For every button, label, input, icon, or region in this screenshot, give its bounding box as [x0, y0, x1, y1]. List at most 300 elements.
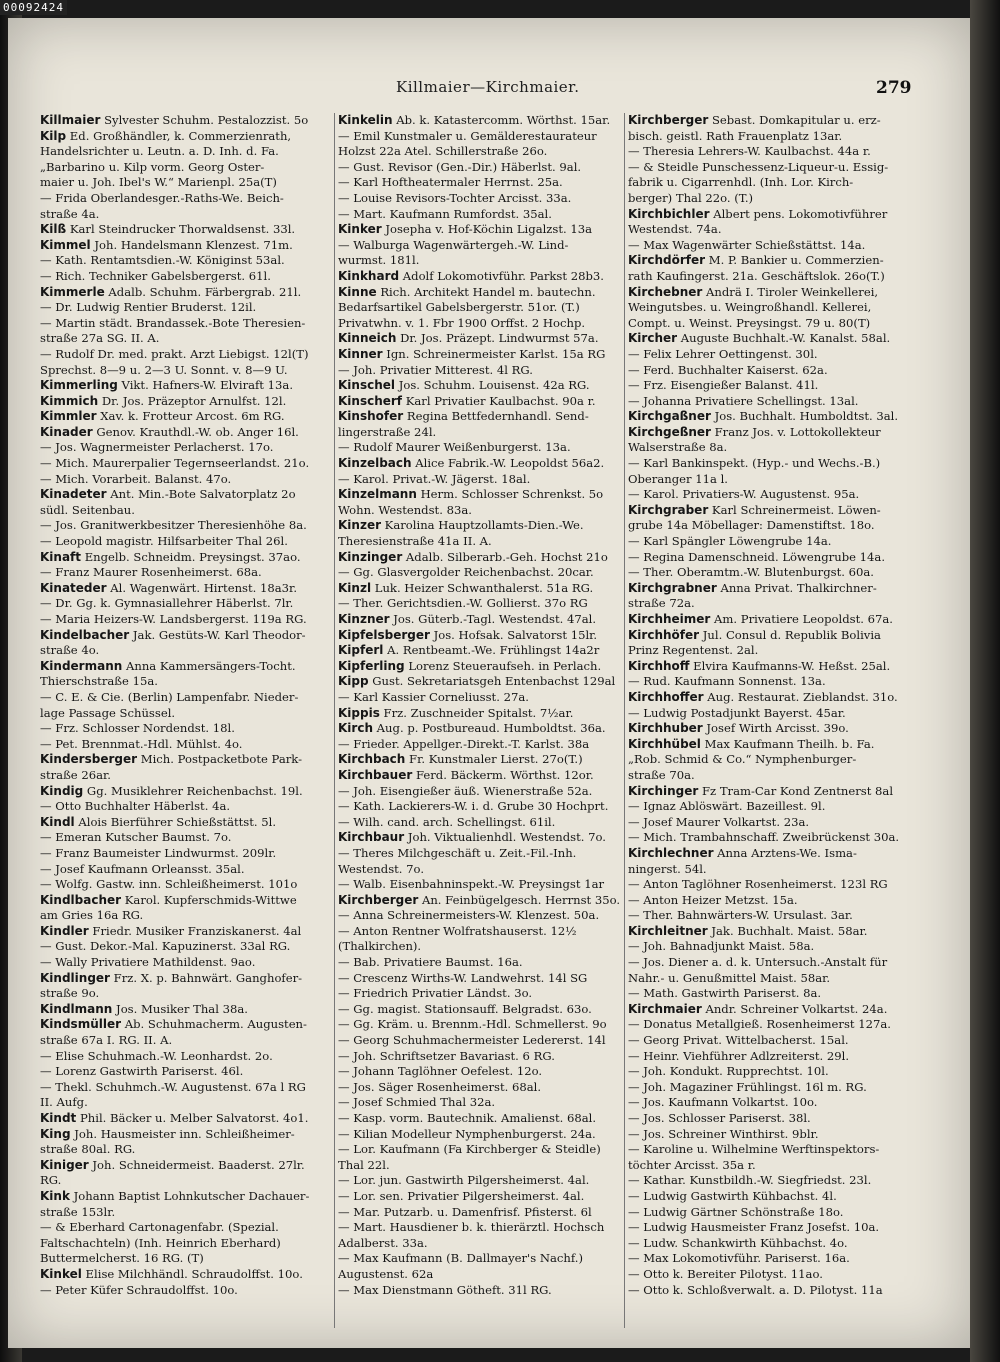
directory-entry [628, 830, 926, 846]
directory-entry [338, 612, 634, 628]
directory-entry [338, 1251, 634, 1267]
entry-text: — Karl Spängler Löwengrube 14a. [628, 534, 832, 549]
directory-entry [628, 659, 926, 675]
directory-entry [628, 737, 926, 753]
entry-text: — Bab. Privatiere Baumst. 16a. [338, 955, 523, 970]
entry-text: Aug. p. Postbureaud. Humboldtst. 36a. [373, 721, 606, 736]
directory-entry [338, 737, 634, 753]
entry-text: — Rudolf Dr. med. prakt. Arzt Liebigst. 12l(T) [40, 346, 309, 361]
scan-id-stamp: 00092424 [0, 0, 67, 15]
entry-surname: Kinaft [40, 549, 82, 564]
entry-surname: Kindt [40, 1111, 77, 1125]
entry-surname: Kinneich [338, 331, 397, 346]
entry-text: Handelsrichter u. Leutn. a. D. Inh. d. Fa. [40, 144, 279, 159]
entry-text: Jak. Buchhalt. Maist. 58ar. [707, 923, 868, 938]
entry-text: — Rich. Techniker Gabelsbergerst. 61l. [40, 268, 271, 283]
entry-text: Rich. Architekt Handel m. bautechn. [376, 284, 596, 299]
entry-surname: Kirchhuber [628, 721, 703, 736]
directory-entry [628, 1064, 926, 1080]
directory-entry [628, 939, 926, 955]
entry-surname: Kirchhoff [628, 658, 690, 673]
entry-text: berger) Thal 22o. (T.) [628, 190, 754, 205]
entry-text: Anna Privat. Thalkirchner- [716, 580, 877, 595]
directory-entry [338, 503, 634, 519]
directory-entry [40, 191, 336, 207]
entry-text: — Anton Taglöhner Rosenheimerst. 123l RG [628, 877, 888, 892]
entry-surname: Kirch [338, 721, 373, 736]
entry-text: Mich. Postpacketbote Park- [137, 752, 303, 767]
entry-text: — Elise Schuhmach.-W. Leonhardst. 2o. [40, 1048, 273, 1063]
directory-entry [40, 674, 336, 690]
directory-entry [338, 877, 634, 893]
entry-text: — Jos. Wagnermeister Perlacherst. 17o. [40, 440, 274, 455]
entry-text: — Frida Oberlandesger.-Raths-We. Beich- [40, 190, 284, 205]
directory-entry [40, 768, 336, 784]
entry-text: — Jos. Kaufmann Volkartst. 10o. [628, 1095, 818, 1110]
directory-entry [628, 581, 926, 597]
directory-entry [40, 1095, 336, 1111]
entry-text: — Friedrich Privatier Ländst. 3o. [338, 986, 533, 1001]
directory-entry [40, 1017, 336, 1033]
entry-surname: Kindlbacher [40, 892, 122, 907]
entry-text: — Mar. Putzarb. u. Damenfrisf. Pfisterst. 6l [338, 1204, 592, 1219]
directory-entry [40, 862, 336, 878]
entry-text: Lorenz Steueraufseh. in Perlach. [404, 658, 602, 673]
entry-text: — Joh. Privatier Mitterest. 4l RG. [338, 362, 533, 377]
directory-entry [40, 409, 336, 425]
directory-entry [338, 1173, 634, 1189]
entry-text: — Kathar. Kunstbildh.-W. Siegfriedst. 23l. [628, 1173, 872, 1188]
entry-surname: Kirchdörfer [628, 253, 706, 268]
entry-text: Anna Arztens-We. Isma- [713, 845, 857, 860]
directory-entry [628, 1220, 926, 1236]
entry-text: Adalb. Schuhm. Färbergrab. 21l. [104, 284, 302, 299]
entry-text: Aug. Restaurat. Zieblandst. 31o. [703, 689, 898, 704]
entry-text: — Frz. Eisengießer Balanst. 41l. [628, 378, 819, 393]
entry-text: — Math. Gastwirth Pariserst. 8a. [628, 986, 822, 1001]
entry-text: (Thalkirchen). [338, 939, 422, 954]
directory-entry [40, 1142, 336, 1158]
entry-text: — Georg Schuhmachermeister Ledererst. 14l [338, 1033, 606, 1048]
entry-text: Herm. Schlosser Schrenkst. 5o [416, 487, 604, 502]
entry-text: — Martin städt. Brandassek.-Bote Theresien- [40, 315, 306, 330]
entry-text: töchter Arcisst. 35a r. [628, 1157, 756, 1172]
entry-text: Jos. Hofsak. Salvatorst 15lr. [429, 627, 598, 642]
directory-entry [338, 690, 634, 706]
directory-entry [628, 347, 926, 363]
entry-text: Karl Privatier Kaulbachst. 90a r. [402, 393, 596, 408]
directory-entry [40, 1127, 336, 1143]
directory-entry [628, 690, 926, 706]
entry-surname: Kinscherf [338, 393, 403, 408]
entry-text: Frz. X. p. Bahnwärt. Ganghofer- [109, 970, 303, 985]
directory-entry [338, 721, 634, 737]
entry-surname: Kirchgrabner [628, 580, 717, 595]
directory-entry [338, 628, 634, 644]
entry-text: lage Passage Schüssel. [40, 705, 176, 720]
entry-text: straße 9o. [40, 986, 100, 1001]
entry-text: — Franz Baumeister Lindwurmst. 209lr. [40, 845, 277, 860]
entry-text: — Felix Lehrer Oettingenst. 30l. [628, 346, 818, 361]
entry-surname: Kinzinger [338, 549, 403, 564]
directory-entry [40, 908, 336, 924]
directory-entry [40, 706, 336, 722]
entry-text: — Thekl. Schuhmch.-W. Augustenst. 67a l RG [40, 1079, 306, 1094]
entry-text: — Max Dienstmann Götheft. 31l RG. [338, 1282, 552, 1297]
entry-text: Genov. Krauthdl.-W. ob. Anger 16l. [92, 424, 299, 439]
entry-text: — Jos. Schlosser Pariserst. 38l. [628, 1111, 811, 1125]
directory-entry [628, 706, 926, 722]
entry-text: — Joh. Eisengießer äuß. Wienerstraße 52a. [338, 783, 593, 798]
entry-surname: Kinkel [40, 1266, 82, 1281]
directory-entry [40, 238, 336, 254]
entry-text: Fr. Kunstmaler Lierst. 27o(T.) [405, 752, 583, 767]
directory-entry [338, 1142, 634, 1158]
directory-entry [338, 1267, 634, 1283]
entry-surname: Kirchbichler [628, 206, 710, 221]
entry-text: — Joh. Schriftsetzer Bavariast. 6 RG. [338, 1048, 555, 1063]
entry-text: Karl Schreinermeist. Löwen- [708, 502, 881, 517]
entry-text: — Crescenz Wirths-W. Landwehrst. 14l SG [338, 970, 588, 985]
entry-surname: Kirchmaier [628, 1001, 702, 1016]
entry-text: Adalb. Silberarb.-Geh. Hochst 21o [402, 549, 608, 564]
directory-entry [40, 721, 336, 737]
entry-text: Joh. Hausmeister inn. Schleißheimer- [70, 1126, 295, 1141]
entry-text: — Wilh. cand. arch. Schellingst. 61il. [338, 814, 556, 829]
directory-entry [338, 144, 634, 160]
entry-surname: Kipferl [338, 643, 384, 658]
directory-entry [40, 1283, 336, 1299]
entry-text: Frz. Zuschneider Spitalst. 7½ar. [379, 705, 574, 720]
directory-entry [628, 1173, 926, 1189]
directory-entry [338, 846, 634, 862]
entry-text: Joh. Handelsmann Klenzest. 71m. [90, 237, 293, 252]
entry-surname: Kirchhöfer [628, 627, 700, 642]
directory-entry [338, 113, 634, 129]
entry-text: M. P. Bankier u. Commerzien- [705, 253, 884, 268]
entry-text: straße 4o. [40, 643, 100, 658]
entry-text: — Karl Hoftheatermaler Herrnst. 25a. [338, 175, 563, 190]
entry-text: — Ther. Oberamtm.-W. Blutenburgst. 60a. [628, 565, 874, 580]
entry-text: Josepha v. Hof-Köchin Ligalzst. 13a [381, 222, 593, 237]
directory-entry [40, 1049, 336, 1065]
entry-surname: Kindsmüller [40, 1017, 122, 1032]
directory-entry [628, 565, 926, 581]
entry-text: — Ludwig Gärtner Schönstraße 18o. [628, 1204, 844, 1219]
directory-entry [338, 331, 634, 347]
entry-text: Johann Baptist Lohnkutscher Dachauer- [69, 1188, 310, 1203]
entry-text: Elvira Kaufmanns-W. Heßst. 25al. [689, 658, 891, 673]
entry-text: Nahr.- u. Genußmittel Maist. 58ar. [628, 970, 831, 985]
entry-text: — Jos. Säger Rosenheimerst. 68al. [338, 1079, 542, 1094]
entry-surname: Kimmerling [40, 378, 118, 393]
entry-text: Vikt. Hafners-W. Elviraft 13a. [117, 378, 294, 393]
directory-entry [628, 986, 926, 1002]
entry-text: Albert pens. Lokomotivführer [709, 206, 888, 221]
directory-entry [338, 565, 634, 581]
entry-text: — Ferd. Buchhalter Kaiserst. 62a. [628, 362, 828, 377]
entry-text: Thierschstraße 15a. [40, 674, 158, 689]
entry-text: — Rudolf Maurer Weißenburgerst. 13a. [338, 440, 571, 455]
directory-entry [40, 160, 336, 176]
directory-entry [628, 456, 926, 472]
directory-entry [40, 285, 336, 301]
directory-entry [40, 394, 336, 410]
entry-text: Auguste Buchhalt.-W. Kanalst. 58al. [677, 331, 891, 346]
directory-entry [338, 222, 634, 238]
directory-entry [338, 1189, 634, 1205]
entry-text: — Anton Rentner Wolfratshauserst. 12½ [338, 923, 577, 938]
entry-text: Josef Wirth Arcisst. 39o. [702, 721, 849, 736]
entry-text: — Wolfg. Gastw. inn. Schleißheimerst. 101o [40, 877, 298, 892]
column-2 [338, 113, 634, 1298]
directory-entry [338, 1064, 634, 1080]
directory-entry [40, 1173, 336, 1189]
directory-entry [40, 363, 336, 379]
entry-text: Karol. Kupferschmids-Wittwe [121, 892, 297, 907]
entry-surname: Kirchhübel [628, 736, 701, 751]
entry-surname: Kinader [40, 424, 93, 439]
entry-text: — Karl Bankinspekt. (Hyp.- und Wechs.-B.) [628, 456, 881, 471]
page-header: Killmaier—Kirchmaier. [396, 78, 580, 96]
entry-text: Thal 22l. [338, 1157, 390, 1172]
directory-entry [40, 269, 336, 285]
entry-surname: Kipferling [338, 658, 405, 673]
entry-text: Prinz Regentenst. 2al. [628, 643, 759, 658]
directory-entry [628, 191, 926, 207]
entry-text: Buttermelcherst. 16 RG. (T) [40, 1251, 204, 1266]
directory-entry [338, 815, 634, 831]
directory-entry [40, 253, 336, 269]
entry-surname: Kimmel [40, 237, 91, 252]
entry-text: Privatwhn. v. 1. Fbr 1900 Orffst. 2 Hochp. [338, 315, 586, 330]
entry-text: — Jos. Granitwerkbesitzer Theresienhöhe 8a. [40, 518, 307, 533]
directory-entry [338, 1127, 634, 1143]
directory-entry [628, 285, 926, 301]
column-divider [624, 113, 625, 1328]
scan-right-edge [970, 0, 1000, 1362]
directory-entry [40, 939, 336, 955]
entry-text: Jos. Schuhm. Louisenst. 42a RG. [395, 378, 590, 393]
directory-entry [40, 129, 336, 145]
entry-text: — Johanna Privatiere Schellingst. 13al. [628, 393, 859, 408]
entry-surname: Kinshofer [338, 409, 404, 424]
directory-entry [628, 222, 926, 238]
directory-entry [338, 1236, 634, 1252]
directory-entry [40, 581, 336, 597]
directory-entry [40, 799, 336, 815]
entry-text: — Gg. magist. Stationsauff. Belgradst. 63o. [338, 1001, 592, 1016]
entry-text: — & Eberhard Cartonagenfabr. (Spezial. [40, 1220, 279, 1235]
directory-entry [628, 160, 926, 176]
entry-text: — Lor. jun. Gastwirth Pilgersheimerst. 4al. [338, 1173, 590, 1188]
entry-text: — Frieder. Appellger.-Direkt.-T. Karlst. 38a [338, 736, 590, 751]
entry-text: Ab. k. Katastercomm. Wörthst. 15ar. [392, 113, 611, 127]
entry-text: — Ludwig Hausmeister Franz Josefst. 10a. [628, 1220, 880, 1235]
directory-entry [40, 596, 336, 612]
entry-text: — Josef Maurer Volkartst. 23a. [628, 814, 810, 829]
entry-text: — C. E. & Cie. (Berlin) Lampenfabr. Nieder- [40, 689, 299, 704]
entry-text: — Donatus Metallgieß. Rosenheimerst 127a. [628, 1017, 891, 1032]
entry-text: — Karol. Privat.-W. Jägerst. 18al. [338, 471, 531, 486]
directory-entry [628, 472, 926, 488]
directory-entry [628, 363, 926, 379]
directory-entry [338, 939, 634, 955]
entry-surname: Kirchlechner [628, 845, 714, 860]
entry-text: — Joh. Bahnadjunkt Maist. 58a. [628, 939, 815, 954]
entry-text: Alois Bierführer Schießstättst. 5l. [74, 814, 277, 829]
entry-text: straße 80al. RG. [40, 1142, 136, 1157]
entry-text: — Rud. Kaufmann Sonnenst. 13a. [628, 674, 826, 689]
entry-text: — Anton Heizer Metzst. 15a. [628, 892, 798, 907]
entry-surname: Kimmich [40, 393, 99, 408]
directory-entry [628, 752, 926, 768]
directory-entry [338, 581, 634, 597]
directory-page [8, 18, 970, 1348]
entry-surname: Kirchberger [628, 113, 709, 127]
column-1 [40, 113, 336, 1298]
directory-entry [338, 1111, 634, 1127]
directory-entry [628, 1236, 926, 1252]
entry-text: — Gust. Dekor.-Mal. Kapuzinerst. 33al RG. [40, 939, 291, 954]
entry-surname: Kinschel [338, 378, 396, 393]
directory-entry [628, 768, 926, 784]
directory-entry [338, 908, 634, 924]
directory-entry [40, 1251, 336, 1267]
directory-entry [40, 986, 336, 1002]
entry-text: rath Kaufingerst. 21a. Geschäftslok. 26o(T.) [628, 268, 885, 283]
entry-text: — Anna Schreinermeisters-W. Klenzest. 50a. [338, 908, 600, 923]
directory-entry [40, 1205, 336, 1221]
entry-text: — Johann Taglöhner Oefelest. 12o. [338, 1064, 543, 1079]
directory-entry [338, 986, 634, 1002]
entry-surname: Kindlmann [40, 1001, 113, 1016]
entry-text: — Max Wagenwärter Schießstättst. 14a. [628, 237, 866, 252]
entry-text: An. Feinbügelgesch. Herrnst 35o. [418, 892, 621, 907]
directory-entry [338, 456, 634, 472]
entry-text: Wohn. Westendst. 83a. [338, 502, 472, 517]
entry-surname: Kircher [628, 331, 678, 346]
directory-entry [628, 846, 926, 862]
entry-text: — Ludwig Postadjunkt Bayerst. 45ar. [628, 705, 846, 720]
directory-entry [628, 144, 926, 160]
entry-text: — Max Kaufmann (B. Dallmayer's Nachf.) [338, 1251, 583, 1266]
entry-text: grube 14a Möbellager: Damenstiftst. 18o. [628, 518, 875, 533]
entry-text: — Otto k. Bereiter Pilotyst. 11ao. [628, 1266, 823, 1281]
directory-entry [628, 409, 926, 425]
entry-text: Sylvester Schuhm. Pestalozzist. 5o [100, 113, 309, 127]
entry-surname: Kirchbauer [338, 767, 413, 782]
entry-text: Jos. Güterb.-Tagl. Westendst. 47al. [389, 612, 597, 626]
directory-entry [338, 643, 634, 659]
directory-entry [628, 955, 926, 971]
directory-entry [40, 222, 336, 238]
directory-entry [338, 316, 634, 332]
entry-text: — Karl Kassier Corneliusst. 27a. [338, 689, 529, 704]
entry-text: — Regina Damenschneid. Löwengrube 14a. [628, 549, 886, 564]
directory-entry [628, 1002, 926, 1018]
directory-entry [628, 300, 926, 316]
directory-entry [628, 269, 926, 285]
entry-text: — Theresia Lehrers-W. Kaulbachst. 44a r. [628, 144, 871, 159]
directory-entry [338, 487, 634, 503]
directory-entry [628, 238, 926, 254]
directory-entry [628, 1049, 926, 1065]
entry-text: Fz Tram-Car Kond Zentnerst 8al [698, 783, 894, 798]
entry-text: — Peter Küfer Schraudolffst. 10o. [40, 1282, 238, 1297]
entry-text: — Ther. Bahnwärters-W. Ursulast. 3ar. [628, 908, 853, 923]
entry-text: straße 27a SG. II. A. [40, 331, 160, 346]
directory-entry [40, 659, 336, 675]
directory-entry [40, 830, 336, 846]
directory-entry [40, 1080, 336, 1096]
directory-entry [628, 487, 926, 503]
entry-text: Holzst 22a Atel. Schillerstraße 26o. [338, 144, 548, 159]
entry-text: Augustenst. 62a [338, 1266, 434, 1281]
entry-text: — Leopold magistr. Hilfsarbeiter Thal 26l. [40, 534, 288, 549]
entry-text: „Rob. Schmid & Co.“ Nymphenburger- [628, 752, 857, 767]
entry-text: Joh. Schneidermeist. Baaderst. 27lr. [88, 1157, 305, 1172]
entry-surname: Kippis [338, 705, 380, 720]
directory-entry [628, 394, 926, 410]
directory-entry [628, 721, 926, 737]
directory-entry [338, 1283, 634, 1299]
entry-text: Karl Steindrucker Thorwaldsenst. 33l. [66, 222, 296, 237]
entry-text: Adolf Lokomotivführ. Parkst 28b3. [399, 268, 604, 283]
directory-entry [40, 144, 336, 160]
directory-entry [628, 1205, 926, 1221]
directory-entry [628, 113, 926, 129]
entry-text: Anna Kammersängers-Tocht. [122, 658, 296, 673]
entry-text: — Jos. Schreiner Winthirst. 9blr. [628, 1126, 819, 1141]
entry-surname: Kindig [40, 783, 84, 798]
entry-text: — Louise Revisors-Tochter Arcisst. 33a. [338, 190, 572, 205]
directory-entry [628, 877, 926, 893]
entry-text: Dr. Jos. Präzept. Lindwurmst 57a. [396, 331, 599, 346]
entry-surname: Kinzelbach [338, 456, 412, 471]
directory-entry [338, 269, 634, 285]
entry-surname: Kindl [40, 814, 75, 829]
directory-entry [338, 285, 634, 301]
entry-text: straße 153lr. [40, 1204, 116, 1219]
entry-text: Faltschachteln) (Inh. Heinrich Eberhard) [40, 1235, 281, 1250]
entry-text: Dr. Jos. Präzeptor Arnulfst. 12l. [98, 393, 287, 408]
entry-text: Weingutsbes. u. Weingroßhandl. Kellerei, [628, 300, 872, 315]
entry-surname: King [40, 1126, 71, 1141]
directory-entry [40, 1158, 336, 1174]
directory-entry [628, 1158, 926, 1174]
directory-entry [338, 1002, 634, 1018]
directory-entry [338, 378, 634, 394]
directory-entry [338, 238, 634, 254]
directory-entry [628, 316, 926, 332]
entry-surname: Kinkhard [338, 268, 400, 283]
entry-text: — Mart. Kaufmann Rumfordst. 35al. [338, 206, 552, 221]
entry-surname: Kinkelin [338, 113, 393, 127]
directory-entry [628, 440, 926, 456]
entry-text: Sprechst. 8—9 u. 2—3 U. Sonnt. v. 8—9 U. [40, 362, 288, 377]
directory-entry [40, 487, 336, 503]
directory-entry [628, 596, 926, 612]
entry-surname: Kirchinger [628, 783, 699, 798]
directory-entry [40, 378, 336, 394]
directory-entry [628, 1017, 926, 1033]
entry-text: RG. [40, 1173, 62, 1188]
entry-text: — Karol. Privatiers-W. Augustenst. 95a. [628, 487, 860, 502]
directory-entry [338, 971, 634, 987]
directory-entry [40, 971, 336, 987]
entry-surname: Kirchheimer [628, 612, 711, 626]
